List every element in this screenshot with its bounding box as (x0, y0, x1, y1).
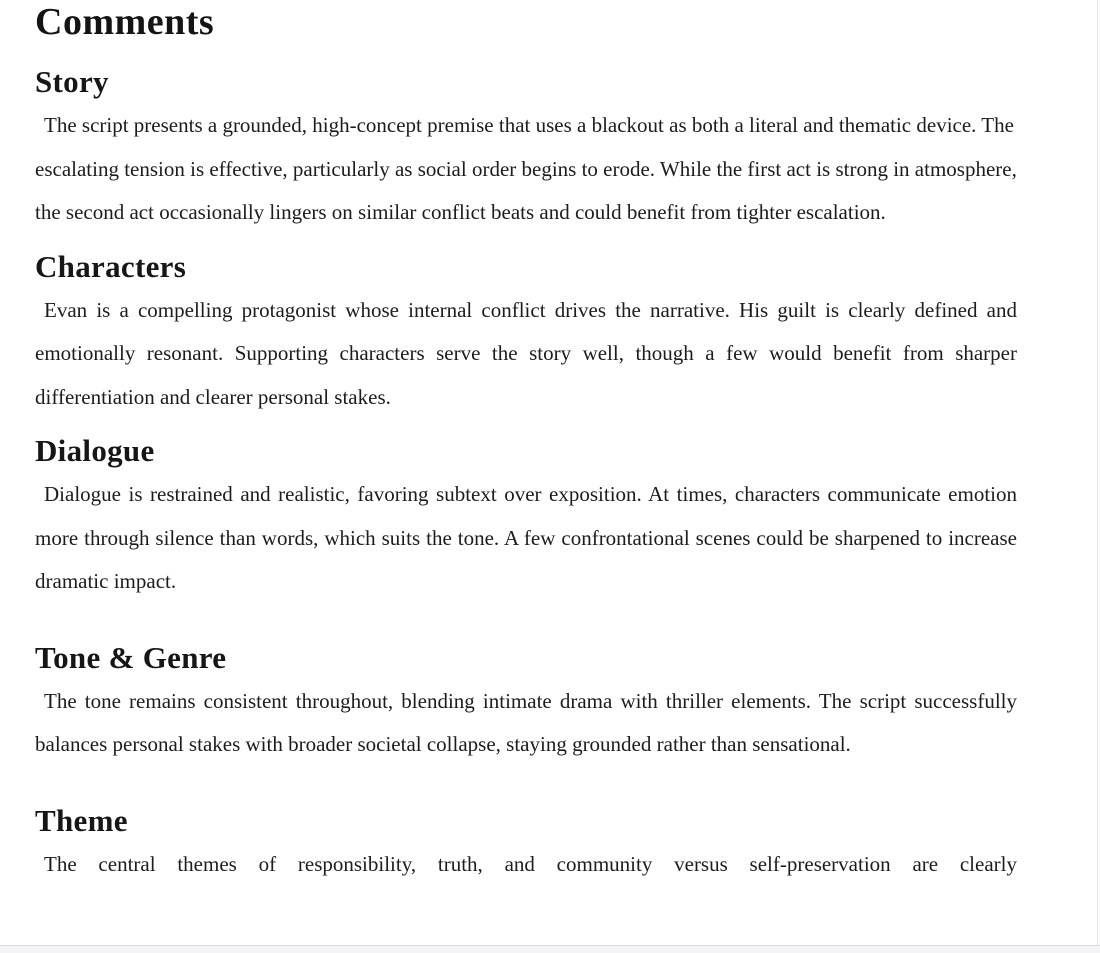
window-right-border (1097, 0, 1098, 946)
section-tone-genre (35, 640, 1017, 767)
section-dialogue (35, 433, 1017, 604)
page-title: Comments (35, 1, 215, 43)
section-body-theme: The central themes of responsibility, truth, and community versus self-preservation are clearly (44, 851, 1017, 876)
bottom-edge-bar (0, 945, 1100, 953)
section-heading-tone-genre: Tone & Genre (35, 639, 227, 675)
section-body-dialogue: Dialogue is restrained and realistic, favoring subtext over exposition. At times, characters communicate emotion more through silence than words, which suits the tone. A few confrontational scenes could be sharpened to increase dramatic impact. (35, 482, 1017, 593)
section-story (35, 64, 1017, 235)
section-body-characters: Evan is a compelling protagonist whose internal conflict drives the narrative. His guilt is clearly defined and emotionally resonant. Supporting characters serve the story well, though a few would benefit from sharper differentiation and clearer personal stakes. (35, 297, 1017, 409)
section-body-tone-genre: The tone remains consistent throughout, blending intimate drama with thriller elements. The script successfully balances personal stakes with broader societal collapse, staying grounded rather than sensational. (35, 688, 1017, 756)
section-heading-dialogue: Dialogue (35, 433, 155, 468)
section-characters (35, 249, 1017, 420)
section-theme (35, 803, 1017, 887)
section-body-story: The script presents a grounded, high-concept premise that uses a blackout as both a literal and thematic device. The escalating tension is effective, particularly as social order begins to erode. While the first act is strong in atmosphere, the second act occasionally lingers on similar conflict beats and could benefit from tighter escalation. (35, 113, 1017, 224)
section-heading-characters: Characters (35, 248, 187, 284)
section-heading-story: Story (35, 64, 109, 99)
section-heading-theme: Theme (35, 802, 128, 838)
